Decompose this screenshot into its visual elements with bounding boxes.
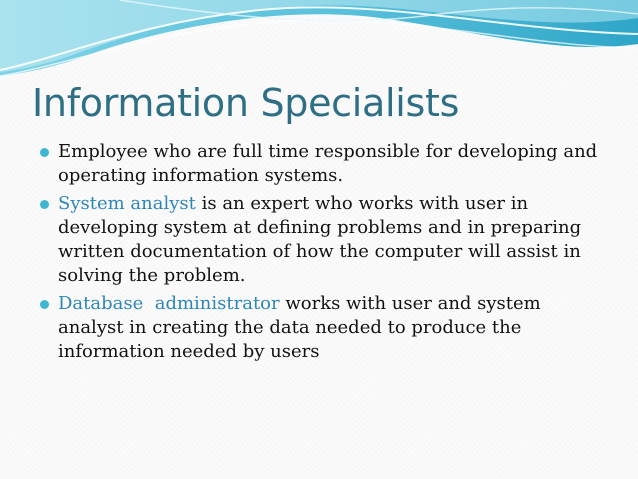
bullet-item: [40, 140, 600, 188]
wave-header-decoration: [0, 0, 638, 80]
bullet-item: [40, 192, 600, 288]
bullet-text: is an expert who works with user in developing system at defining problems and in preparing written documentation of how the computer will assist in solving the problem.: [58, 193, 582, 286]
bullet-dot-icon: [40, 200, 49, 209]
bullet-text: Employee who are full time responsible for developing and operating information systems.: [58, 141, 598, 186]
bullet-term: Database administrator: [58, 293, 280, 314]
bullet-dot-icon: [40, 300, 49, 309]
bullet-term: System analyst: [58, 193, 196, 214]
bullet-item: [40, 292, 600, 364]
bullet-list: [40, 140, 600, 368]
bullet-dot-icon: [40, 148, 49, 157]
bullet-text: works with user and system analyst in creating the data needed to produce the information needed by users: [58, 293, 541, 362]
slide-title: Information Specialists: [32, 81, 460, 125]
